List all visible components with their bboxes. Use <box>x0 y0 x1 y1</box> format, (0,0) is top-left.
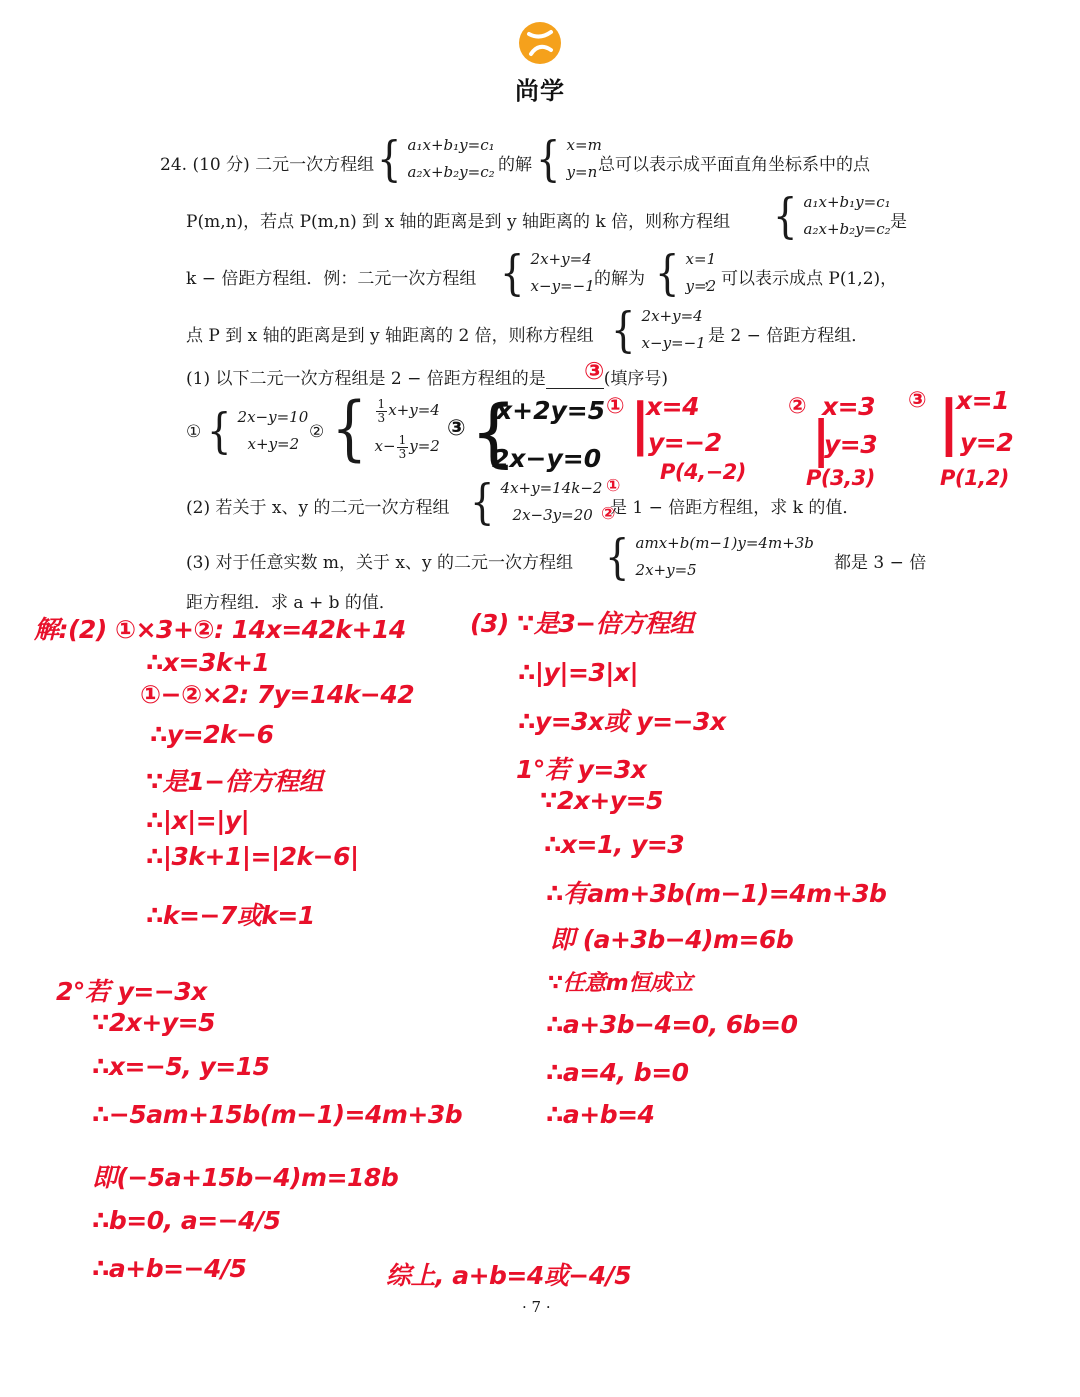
intro-eq-1: a₁x+b₁y=c₁ <box>407 136 495 154</box>
eq-mark-1: ① <box>606 476 620 496</box>
solution-2-line-1: 解:(2) ①×3+②: 14x=42k+14 <box>34 615 406 644</box>
question-3: (3) 对于任意实数 m，关于 x、y 的二元一次方程组 <box>186 553 574 573</box>
intro-solution <box>533 132 602 186</box>
fraction-numerator: 1 <box>398 432 407 447</box>
question-2-eq-1: 4x+y=14k−2 <box>500 479 603 497</box>
case-2-line-4: ∴−5am+15b(m−1)=4m+3b <box>92 1100 463 1129</box>
line3-text: k − 倍距方程组．例：二元一次方程组 <box>186 269 477 289</box>
line4-system <box>608 303 706 357</box>
intro-system <box>374 132 495 186</box>
intro-eq-2: a₂x+b₂y=c₂ <box>407 163 495 181</box>
solution-3-line-10: ∴a+3b−4=0, 6b=0 <box>546 1010 798 1039</box>
brace-icon: { <box>377 131 402 187</box>
work-2-point: P(3,3) <box>806 466 875 490</box>
work-1-x: x=4 <box>646 392 699 421</box>
solution-3-line-4: 1°若 y=3x <box>516 755 647 784</box>
conclusion: 综上, a+b=4或−4/5 <box>386 1261 632 1290</box>
solution-2-line-6: ∴|x|=|y| <box>146 806 250 835</box>
option-3-eq-1: x+2y=5 <box>496 396 606 425</box>
line2-text-b: 是 <box>890 212 907 232</box>
line4-text-b: 是 2 − 倍距方程组． <box>708 326 869 346</box>
brace-icon: { <box>331 387 368 469</box>
line3-eq-1: 2x+y=4 <box>530 250 592 268</box>
page-number: · 7 · <box>522 1298 551 1316</box>
option-3-mark: ③ <box>447 416 466 441</box>
case-2-line-7: ∴a+b=−4/5 <box>92 1254 247 1283</box>
line2-eq-2: a₂x+b₂y=c₂ <box>803 220 891 238</box>
option-3-brace-icon: { <box>470 390 518 476</box>
fraction-denominator: 3 <box>398 446 407 461</box>
question-1-text: (1) 以下二元一次方程组是 2 − 倍距方程组的是 <box>186 369 546 389</box>
line3-sol-1: x=1 <box>685 250 717 268</box>
solution-3-line-1: (3) ∵是3−倍方程组 <box>470 609 694 638</box>
question-2-eq-2: 2x−3y=20 <box>512 506 593 524</box>
solution-3-line-5: ∵2x+y=5 <box>540 786 664 815</box>
question-3-text-b: 都是 3 − 倍 <box>834 553 927 573</box>
intro-text-c: 总可以表示成平面直角坐标系中的点 <box>598 155 870 175</box>
brace-icon: { <box>611 302 636 358</box>
question-2-text-b: 是 1 − 倍距方程组，求 k 的值． <box>610 498 860 518</box>
solution-2-line-5: ∵是1−倍方程组 <box>146 767 323 796</box>
work-3-x: x=1 <box>956 386 1009 415</box>
solution-3-line-7: ∴有am+3b(m−1)=4m+3b <box>546 879 887 908</box>
question-3-text-c: 距方程组．求 a + b 的值． <box>186 593 396 613</box>
solution-2-line-7: ∴|3k+1|=|2k−6| <box>146 842 359 871</box>
work-2-y: y=3 <box>824 430 878 459</box>
option-2-eq-1 <box>375 392 440 428</box>
work-2-x: x=3 <box>822 392 875 421</box>
intro-sol-1: x=m <box>566 136 602 154</box>
solution-2-line-2: ∴x=3k+1 <box>146 648 270 677</box>
brace-icon: { <box>655 245 680 301</box>
option-1-system <box>204 404 308 458</box>
logo-text: 尚学 <box>515 77 565 105</box>
option-2-eq-2-prefix: x− <box>374 437 396 455</box>
question-2-system <box>467 475 602 529</box>
work-1-brace-icon: | <box>630 392 651 457</box>
option-2-mark: ② <box>309 422 325 442</box>
work-3-mark: ③ <box>908 388 927 413</box>
solution-2-line-3: ①−②×2: 7y=14k−42 <box>140 680 415 709</box>
fraction-numerator: 1 <box>377 396 386 411</box>
problem-intro: 24. (10 分) 二元一次方程组 <box>160 155 375 175</box>
brace-icon: { <box>773 188 798 244</box>
line2-eq-1: a₁x+b₁y=c₁ <box>803 193 891 211</box>
option-1-eq-2: x+y=2 <box>247 435 300 453</box>
solution-3-line-12: ∴a+b=4 <box>546 1100 655 1129</box>
brace-icon: { <box>207 403 232 459</box>
solution-3-line-11: ∴a=4, b=0 <box>546 1058 689 1087</box>
case-2-line-3: ∴x=−5, y=15 <box>92 1052 270 1081</box>
work-2-mark: ② <box>788 394 807 419</box>
blank-answer-handwritten: ③ <box>584 357 604 385</box>
question-3-eq-1: amx+b(m−1)y=4m+3b <box>635 534 814 552</box>
case-2-line-6: ∴b=0, a=−4/5 <box>92 1206 281 1235</box>
brace-icon: { <box>500 245 525 301</box>
solution-2-line-4: ∴y=2k−6 <box>150 720 274 749</box>
case-2-line-2: ∵2x+y=5 <box>92 1008 216 1037</box>
line3-text-b: 的解为 <box>594 269 645 289</box>
work-2-brace-icon: | <box>812 410 831 468</box>
question-3-system <box>602 530 814 584</box>
brace-icon: { <box>470 474 495 530</box>
work-3-y: y=2 <box>960 428 1014 457</box>
option-2-eq-1-rest: x+y=4 <box>388 401 440 419</box>
work-3-brace-icon: | <box>938 388 960 458</box>
option-2-system <box>327 387 440 469</box>
line2-text: P(m,n)，若点 P(m,n) 到 x 轴的距离是到 y 轴距离的 k 倍，则称方程组 <box>186 212 731 232</box>
option-1-mark: ① <box>186 422 202 442</box>
line4-eq-2: x−y=−1 <box>641 334 706 352</box>
work-3-point: P(1,2) <box>940 466 1009 490</box>
line2-system <box>770 189 891 243</box>
line4-eq-1: 2x+y=4 <box>641 307 703 325</box>
brand-logo <box>500 20 580 106</box>
work-1-point: P(4,−2) <box>660 460 746 484</box>
solution-3-line-3: ∴y=3x或 y=−3x <box>518 707 726 736</box>
fraction-denominator: 3 <box>377 410 386 425</box>
logo-mark-icon <box>517 20 563 66</box>
option-2-eq-2-rest: y=2 <box>409 437 440 455</box>
question-1-suffix: (填序号) <box>603 369 669 389</box>
work-1-mark: ① <box>606 394 625 419</box>
case-2-line-5: 即(−5a+15b−4)m=18b <box>92 1163 399 1192</box>
question-2: (2) 若关于 x、y 的二元一次方程组 <box>186 498 450 518</box>
option-1-eq-1: 2x−y=10 <box>237 408 309 426</box>
option-2-eq-2 <box>375 428 440 464</box>
intro-sol-2: y=n <box>566 163 598 181</box>
intro-text-b: 的解 <box>498 155 532 175</box>
line3-eq-2: x−y=−1 <box>530 277 595 295</box>
line3-text-c: ，可以表示成点 P(1,2)， <box>704 269 898 289</box>
brace-icon: { <box>605 529 630 585</box>
work-1-y: y=−2 <box>648 428 722 457</box>
eq-mark-2: ② <box>601 504 615 524</box>
brace-icon: { <box>536 131 561 187</box>
question-3-eq-2: 2x+y=5 <box>635 561 697 579</box>
line3-system <box>497 246 595 300</box>
fraction <box>376 398 388 425</box>
solution-2-line-8: ∴k=−7或k=1 <box>146 901 315 930</box>
line3-sol-2: y=2 <box>685 277 717 295</box>
solution-3-line-6: ∴x=1, y=3 <box>544 830 685 859</box>
line4-text: 点 P 到 x 轴的距离是到 y 轴距离的 2 倍，则称方程组 <box>186 326 594 346</box>
fraction <box>397 434 409 461</box>
case-2-line-1: 2°若 y=−3x <box>56 977 207 1006</box>
option-3-eq-2: 2x−y=0 <box>492 444 602 473</box>
solution-3-line-8: 即 (a+3b−4)m=6b <box>550 925 794 954</box>
solution-3-line-9: ∵任意m恒成立 <box>548 971 693 996</box>
solution-3-line-2: ∴|y|=3|x| <box>518 658 639 687</box>
